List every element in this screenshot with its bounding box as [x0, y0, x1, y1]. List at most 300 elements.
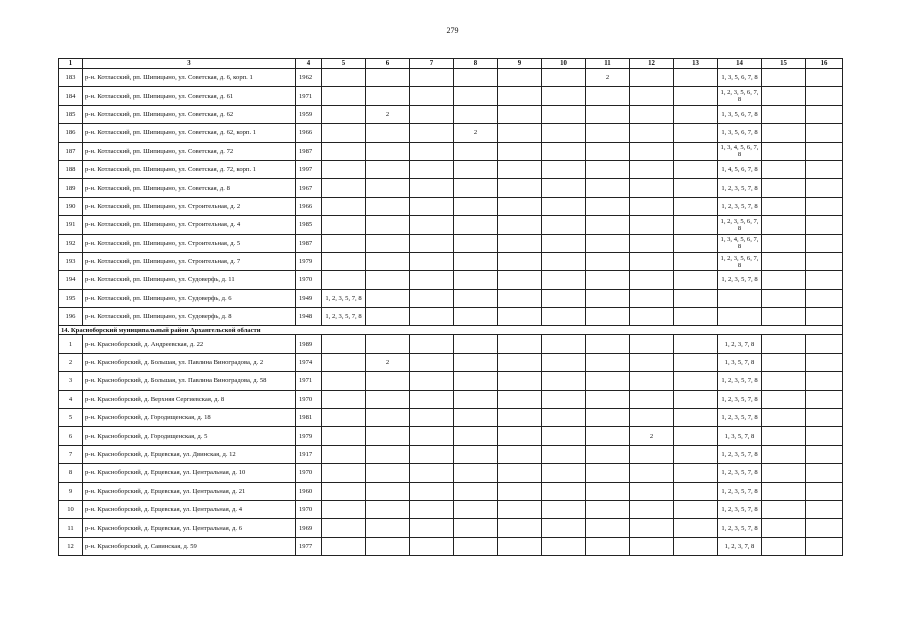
cell-col-15	[762, 87, 806, 105]
cell-address: р-н. Котласский, рп. Шипицыно, ул. Строительная, д. 4	[83, 216, 296, 234]
cell-col-14: 1, 2, 3, 5, 7, 8	[718, 445, 762, 463]
cell-col-9	[498, 179, 542, 197]
cell-col-5	[322, 390, 366, 408]
cell-row-number: 6	[59, 427, 83, 445]
cell-col-15	[762, 519, 806, 537]
cell-col-8	[454, 271, 498, 289]
cell-col-16	[806, 390, 843, 408]
cell-col-12	[630, 372, 674, 390]
cell-col-9	[498, 289, 542, 307]
cell-col-14: 1, 2, 3, 5, 7, 8	[718, 197, 762, 215]
cell-col-5	[322, 271, 366, 289]
cell-row-number: 7	[59, 445, 83, 463]
cell-year-built: 1959	[296, 105, 322, 123]
cell-col-8	[454, 500, 498, 518]
cell-row-number: 193	[59, 252, 83, 270]
cell-row-number: 188	[59, 160, 83, 178]
cell-col-13	[674, 252, 718, 270]
cell-col-7	[410, 289, 454, 307]
column-header: 5	[322, 59, 366, 69]
cell-col-15	[762, 308, 806, 326]
cell-address: р-н. Котласский, рп. Шипицыно, ул. Строительная, д. 2	[83, 197, 296, 215]
cell-col-11	[586, 160, 630, 178]
cell-row-number: 1	[59, 335, 83, 353]
table-row	[59, 409, 843, 427]
cell-col-15	[762, 372, 806, 390]
cell-col-14: 1, 2, 3, 5, 7, 8	[718, 519, 762, 537]
cell-col-16	[806, 105, 843, 123]
cell-row-number: 2	[59, 353, 83, 371]
column-header: 8	[454, 59, 498, 69]
cell-col-15	[762, 353, 806, 371]
cell-col-12	[630, 197, 674, 215]
cell-col-5	[322, 142, 366, 160]
cell-col-11	[586, 353, 630, 371]
cell-col-9	[498, 482, 542, 500]
cell-row-number: 195	[59, 289, 83, 307]
cell-col-7	[410, 87, 454, 105]
cell-address: р-н. Красноборский, д. Ерцевская, ул. Центральная, д. 10	[83, 464, 296, 482]
cell-col-12	[630, 482, 674, 500]
cell-col-8	[454, 308, 498, 326]
cell-row-number: 194	[59, 271, 83, 289]
cell-col-12	[630, 409, 674, 427]
cell-col-6: 2	[366, 105, 410, 123]
cell-col-8	[454, 69, 498, 87]
cell-col-5	[322, 105, 366, 123]
cell-col-7	[410, 372, 454, 390]
cell-col-8	[454, 142, 498, 160]
cell-col-7	[410, 308, 454, 326]
cell-col-16	[806, 409, 843, 427]
cell-col-15	[762, 252, 806, 270]
cell-col-8	[454, 87, 498, 105]
cell-col-15	[762, 105, 806, 123]
cell-col-13	[674, 353, 718, 371]
cell-col-7	[410, 69, 454, 87]
cell-col-10	[542, 271, 586, 289]
cell-col-5	[322, 500, 366, 518]
cell-col-9	[498, 252, 542, 270]
cell-col-8	[454, 234, 498, 252]
cell-col-13	[674, 160, 718, 178]
column-header: 12	[630, 59, 674, 69]
cell-col-15	[762, 271, 806, 289]
cell-year-built: 1970	[296, 390, 322, 408]
cell-col-13	[674, 537, 718, 555]
cell-col-7	[410, 464, 454, 482]
cell-col-16	[806, 252, 843, 270]
cell-col-13	[674, 464, 718, 482]
cell-col-11	[586, 142, 630, 160]
cell-year-built: 1966	[296, 124, 322, 142]
cell-address: р-н. Котласский, рп. Шипицыно, ул. Советская, д. 62, корп. 1	[83, 124, 296, 142]
cell-col-16	[806, 179, 843, 197]
cell-col-13	[674, 519, 718, 537]
cell-col-6	[366, 69, 410, 87]
column-header: 10	[542, 59, 586, 69]
table-row	[59, 271, 843, 289]
cell-col-14: 1, 2, 3, 5, 7, 8	[718, 271, 762, 289]
cell-row-number: 4	[59, 390, 83, 408]
cell-col-13	[674, 69, 718, 87]
cell-col-16	[806, 464, 843, 482]
table-row	[59, 197, 843, 215]
cell-col-9	[498, 500, 542, 518]
cell-row-number: 11	[59, 519, 83, 537]
cell-year-built: 1977	[296, 537, 322, 555]
cell-address: р-н. Красноборский, д. Ерцевская, ул. Центральная, д. 21	[83, 482, 296, 500]
cell-col-14: 1, 2, 3, 5, 7, 8	[718, 179, 762, 197]
cell-row-number: 192	[59, 234, 83, 252]
cell-col-6	[366, 124, 410, 142]
table-row	[59, 519, 843, 537]
cell-col-16	[806, 197, 843, 215]
cell-row-number: 187	[59, 142, 83, 160]
cell-col-5	[322, 409, 366, 427]
cell-row-number: 5	[59, 409, 83, 427]
cell-col-5	[322, 197, 366, 215]
table-row	[59, 308, 843, 326]
cell-col-5	[322, 160, 366, 178]
cell-col-15	[762, 464, 806, 482]
cell-col-15	[762, 335, 806, 353]
column-header: 11	[586, 59, 630, 69]
cell-row-number: 9	[59, 482, 83, 500]
cell-col-15	[762, 390, 806, 408]
cell-col-8	[454, 160, 498, 178]
table-row	[59, 289, 843, 307]
cell-year-built: 1967	[296, 179, 322, 197]
cell-col-14: 1, 4, 5, 6, 7, 8	[718, 160, 762, 178]
cell-col-7	[410, 335, 454, 353]
cell-address: р-н. Красноборский, д. Большая, ул. Павлина Виноградова, д. 2	[83, 353, 296, 371]
cell-col-14: 1, 2, 3, 5, 6, 7, 8	[718, 252, 762, 270]
cell-year-built: 1960	[296, 482, 322, 500]
cell-row-number: 189	[59, 179, 83, 197]
cell-address: р-н. Котласский, рп. Шипицыно, ул. Советская, д. 72, корп. 1	[83, 160, 296, 178]
cell-col-11	[586, 482, 630, 500]
cell-year-built: 1970	[296, 500, 322, 518]
cell-col-16	[806, 500, 843, 518]
cell-col-6	[366, 160, 410, 178]
cell-year-built: 1987	[296, 234, 322, 252]
cell-col-10	[542, 390, 586, 408]
cell-col-11	[586, 445, 630, 463]
cell-year-built: 1966	[296, 197, 322, 215]
cell-row-number: 186	[59, 124, 83, 142]
cell-col-12	[630, 216, 674, 234]
cell-col-16	[806, 537, 843, 555]
cell-col-10	[542, 105, 586, 123]
cell-col-8	[454, 537, 498, 555]
cell-col-9	[498, 234, 542, 252]
cell-col-9	[498, 87, 542, 105]
column-header: 1	[59, 59, 83, 69]
cell-col-8	[454, 464, 498, 482]
cell-year-built: 1985	[296, 216, 322, 234]
cell-col-12	[630, 179, 674, 197]
cell-row-number: 3	[59, 372, 83, 390]
cell-col-11	[586, 390, 630, 408]
cell-col-10	[542, 500, 586, 518]
cell-address: р-н. Красноборский, д. Савинская, д. 59	[83, 537, 296, 555]
cell-col-9	[498, 537, 542, 555]
column-header: 15	[762, 59, 806, 69]
cell-col-8	[454, 427, 498, 445]
cell-col-6	[366, 142, 410, 160]
cell-row-number: 183	[59, 69, 83, 87]
table-row	[59, 353, 843, 371]
cell-col-6	[366, 289, 410, 307]
table-row	[59, 179, 843, 197]
cell-col-9	[498, 390, 542, 408]
cell-col-12	[630, 464, 674, 482]
cell-col-6	[366, 372, 410, 390]
cell-col-13	[674, 124, 718, 142]
cell-col-14	[718, 289, 762, 307]
cell-col-9	[498, 353, 542, 371]
cell-year-built: 1979	[296, 427, 322, 445]
cell-col-6	[366, 308, 410, 326]
table-row	[59, 464, 843, 482]
cell-col-11	[586, 124, 630, 142]
cell-col-6	[366, 390, 410, 408]
cell-col-7	[410, 427, 454, 445]
cell-col-15	[762, 427, 806, 445]
cell-col-13	[674, 482, 718, 500]
cell-col-15	[762, 160, 806, 178]
cell-address: р-н. Котласский, рп. Шипицыно, ул. Судоверфь, д. 8	[83, 308, 296, 326]
cell-col-11	[586, 271, 630, 289]
column-header: 4	[296, 59, 322, 69]
cell-col-8	[454, 335, 498, 353]
cell-col-12	[630, 87, 674, 105]
cell-col-10	[542, 335, 586, 353]
cell-col-15	[762, 216, 806, 234]
cell-col-10	[542, 124, 586, 142]
cell-year-built: 1970	[296, 271, 322, 289]
cell-col-12	[630, 289, 674, 307]
cell-col-8	[454, 289, 498, 307]
cell-col-13	[674, 390, 718, 408]
cell-col-8: 2	[454, 124, 498, 142]
cell-year-built: 1989	[296, 335, 322, 353]
cell-col-11	[586, 105, 630, 123]
housing-table	[58, 58, 843, 556]
cell-col-7	[410, 216, 454, 234]
cell-row-number: 184	[59, 87, 83, 105]
cell-col-10	[542, 537, 586, 555]
cell-col-14: 1, 2, 3, 5, 7, 8	[718, 372, 762, 390]
cell-col-7	[410, 482, 454, 500]
cell-year-built: 1962	[296, 69, 322, 87]
cell-year-built: 1971	[296, 87, 322, 105]
cell-row-number: 8	[59, 464, 83, 482]
cell-address: р-н. Котласский, рп. Шипицыно, ул. Советская, д. 72	[83, 142, 296, 160]
cell-address: р-н. Красноборский, д. Большая, ул. Павлина Виноградова, д. 58	[83, 372, 296, 390]
cell-col-10	[542, 427, 586, 445]
cell-address: р-н. Красноборский, д. Андреевская, д. 22	[83, 335, 296, 353]
table-row	[59, 87, 843, 105]
cell-col-9	[498, 197, 542, 215]
table-row	[59, 69, 843, 87]
cell-col-7	[410, 142, 454, 160]
cell-col-12	[630, 69, 674, 87]
cell-col-9	[498, 445, 542, 463]
cell-col-10	[542, 197, 586, 215]
cell-col-11	[586, 216, 630, 234]
cell-col-7	[410, 160, 454, 178]
cell-col-8	[454, 519, 498, 537]
cell-col-14: 1, 2, 3, 5, 7, 8	[718, 409, 762, 427]
cell-col-8	[454, 445, 498, 463]
cell-row-number: 190	[59, 197, 83, 215]
cell-col-14: 1, 2, 3, 5, 6, 7, 8	[718, 87, 762, 105]
cell-col-16	[806, 519, 843, 537]
table-row	[59, 142, 843, 160]
cell-col-5: 1, 2, 3, 5, 7, 8	[322, 289, 366, 307]
cell-col-14: 1, 2, 3, 7, 8	[718, 537, 762, 555]
cell-col-12	[630, 142, 674, 160]
cell-address: р-н. Красноборский, д. Городищенская, д. 5	[83, 427, 296, 445]
cell-col-12	[630, 252, 674, 270]
cell-col-13	[674, 271, 718, 289]
cell-col-14: 1, 3, 4, 5, 6, 7, 8	[718, 142, 762, 160]
cell-col-15	[762, 142, 806, 160]
cell-col-12	[630, 353, 674, 371]
column-header: 16	[806, 59, 843, 69]
column-header: 13	[674, 59, 718, 69]
cell-year-built: 1974	[296, 353, 322, 371]
cell-col-11	[586, 87, 630, 105]
cell-col-9	[498, 464, 542, 482]
cell-col-5	[322, 445, 366, 463]
cell-row-number: 185	[59, 105, 83, 123]
cell-col-5: 1, 2, 3, 5, 7, 8	[322, 308, 366, 326]
cell-col-15	[762, 445, 806, 463]
cell-col-8	[454, 353, 498, 371]
cell-col-6	[366, 87, 410, 105]
cell-row-number: 191	[59, 216, 83, 234]
cell-col-9	[498, 271, 542, 289]
table-row	[59, 124, 843, 142]
cell-col-10	[542, 179, 586, 197]
cell-col-16	[806, 308, 843, 326]
cell-address: р-н. Красноборский, д. Верхняя Сергиевская, д. 8	[83, 390, 296, 408]
cell-col-16	[806, 353, 843, 371]
table-row	[59, 500, 843, 518]
table-row	[59, 372, 843, 390]
cell-col-11	[586, 464, 630, 482]
cell-col-6	[366, 179, 410, 197]
section-row	[59, 326, 843, 335]
cell-col-6	[366, 335, 410, 353]
cell-col-6	[366, 519, 410, 537]
cell-col-13	[674, 87, 718, 105]
cell-col-8	[454, 372, 498, 390]
cell-year-built: 1971	[296, 372, 322, 390]
cell-col-14: 1, 2, 3, 5, 7, 8	[718, 500, 762, 518]
cell-col-5	[322, 252, 366, 270]
cell-col-8	[454, 409, 498, 427]
cell-col-8	[454, 197, 498, 215]
cell-col-6	[366, 445, 410, 463]
cell-col-10	[542, 482, 586, 500]
cell-col-10	[542, 289, 586, 307]
cell-col-9	[498, 308, 542, 326]
table-row	[59, 445, 843, 463]
cell-col-5	[322, 482, 366, 500]
cell-row-number: 10	[59, 500, 83, 518]
cell-col-7	[410, 409, 454, 427]
cell-col-7	[410, 390, 454, 408]
cell-year-built: 1917	[296, 445, 322, 463]
cell-address: р-н. Котласский, рп. Шипицыно, ул. Советская, д. 61	[83, 87, 296, 105]
cell-col-10	[542, 445, 586, 463]
cell-col-14: 1, 3, 5, 6, 7, 8	[718, 124, 762, 142]
cell-col-14	[718, 308, 762, 326]
cell-col-13	[674, 142, 718, 160]
cell-year-built: 1981	[296, 409, 322, 427]
cell-col-6	[366, 216, 410, 234]
cell-col-15	[762, 179, 806, 197]
cell-col-13	[674, 427, 718, 445]
table-row	[59, 537, 843, 555]
cell-col-16	[806, 216, 843, 234]
cell-col-6	[366, 500, 410, 518]
cell-col-10	[542, 87, 586, 105]
cell-col-13	[674, 409, 718, 427]
cell-col-11	[586, 409, 630, 427]
cell-col-12	[630, 445, 674, 463]
cell-col-13	[674, 500, 718, 518]
cell-col-16	[806, 335, 843, 353]
cell-year-built: 1948	[296, 308, 322, 326]
cell-col-14: 1, 2, 3, 5, 7, 8	[718, 482, 762, 500]
cell-col-6: 2	[366, 353, 410, 371]
cell-col-11	[586, 179, 630, 197]
cell-col-11	[586, 335, 630, 353]
cell-col-14: 1, 2, 3, 5, 7, 8	[718, 390, 762, 408]
cell-col-12	[630, 500, 674, 518]
cell-col-10	[542, 308, 586, 326]
cell-col-8	[454, 252, 498, 270]
cell-col-12	[630, 308, 674, 326]
cell-col-9	[498, 142, 542, 160]
cell-col-11	[586, 234, 630, 252]
cell-col-5	[322, 216, 366, 234]
cell-col-5	[322, 464, 366, 482]
cell-col-15	[762, 234, 806, 252]
cell-row-number: 196	[59, 308, 83, 326]
cell-col-16	[806, 445, 843, 463]
cell-address: р-н. Красноборский, д. Ерцевская, ул. Двинская, д. 12	[83, 445, 296, 463]
cell-col-14: 1, 3, 5, 6, 7, 8	[718, 105, 762, 123]
cell-col-11	[586, 308, 630, 326]
cell-col-15	[762, 537, 806, 555]
cell-col-12	[630, 519, 674, 537]
table-row	[59, 482, 843, 500]
cell-col-12: 2	[630, 427, 674, 445]
cell-year-built: 1979	[296, 252, 322, 270]
cell-col-5	[322, 234, 366, 252]
cell-col-14: 1, 3, 5, 7, 8	[718, 353, 762, 371]
cell-col-9	[498, 409, 542, 427]
cell-col-16	[806, 234, 843, 252]
cell-col-12	[630, 124, 674, 142]
cell-col-8	[454, 390, 498, 408]
